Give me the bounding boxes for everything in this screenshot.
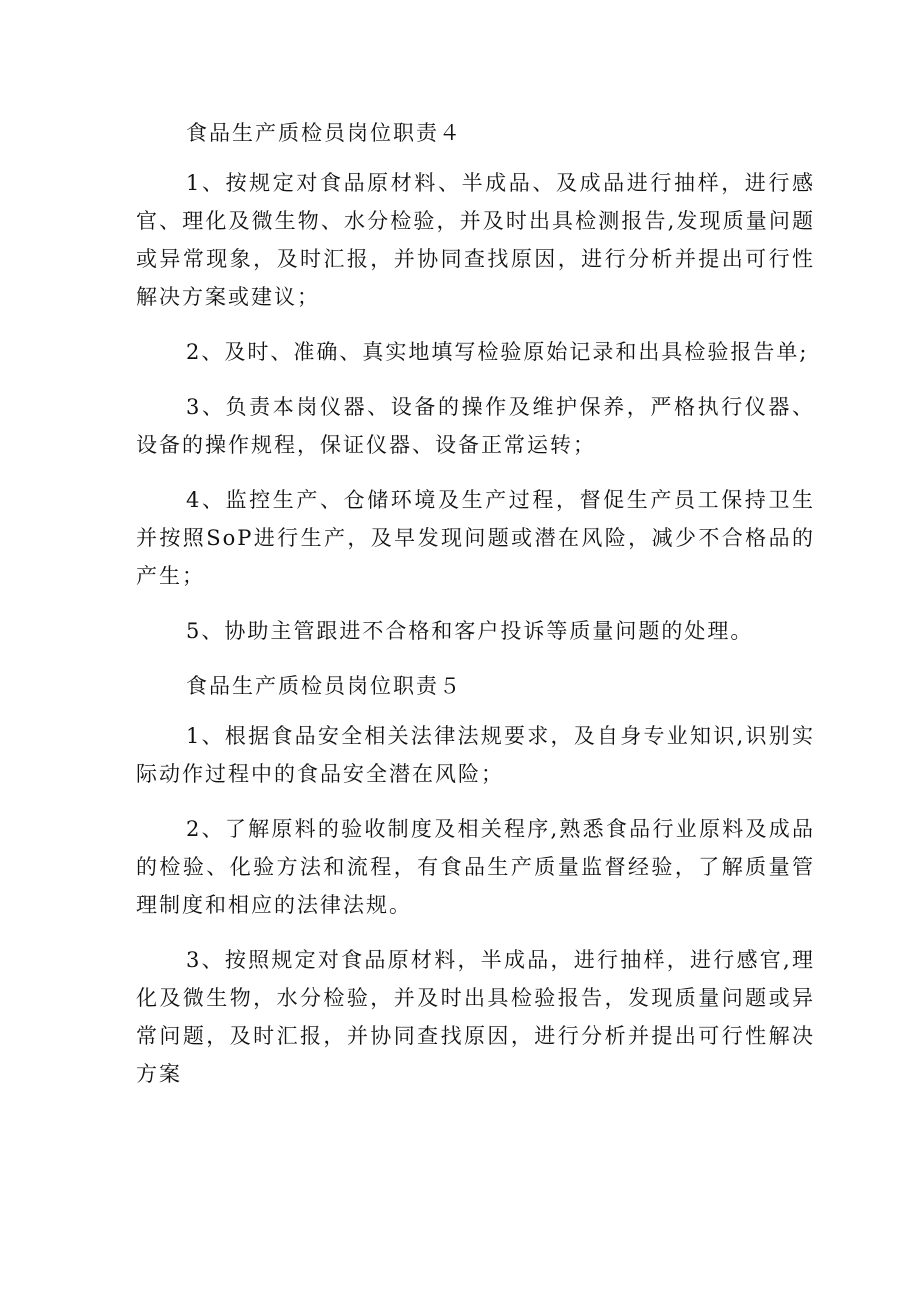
duty-item-4-3: 3、负责本岗仪器、设备的操作及维护保养，严格执行仪器、设备的操作规程，保证仪器、设备正常运转； (136, 395, 815, 457)
section-heading-duties-5: 食品生产质检员岗位职责５ (186, 674, 462, 698)
duty-item-4-1: 1、按规定对食品原材料、半成品、及成品进行抽样，进行感官、理化及微生物、水分检验，并及时出具检测报告,发现质量问题或异常现象，及时汇报，并协同查找原因，进行分析并提出可行性解决方案或建议； (136, 171, 815, 309)
duty-item-5-3: 3、按照规定对食品原材料，半成品，进行抽样，进行感官,理化及微生物，水分检验，并及时出具检验报告，发现质量问题或异常问题，及时汇报，并协同查找原因，进行分析并提出可行性解决方案 (136, 948, 815, 1086)
section-heading-duties-4: 食品生产质检员岗位职责４ (186, 121, 462, 145)
duty-item-4-2: 2、及时、准确、真实地填写检验原始记录和出具检验报告单; (186, 340, 809, 364)
duty-item-5-2: 2、了解原料的验收制度及相关程序,熟悉食品行业原料及成品的检验、化验方法和流程，有食品生产质量监督经验，了解质量管理制度和相应的法律法规。 (136, 817, 815, 917)
duty-item-4-4: 4、监控生产、仓储环境及生产过程，督促生产员工保持卫生并按照SoP进行生产，及早发现问题或潜在风险，减少不合格品的产生； (136, 488, 815, 588)
duty-item-4-5: 5、协助主管跟进不合格和客户投诉等质量问题的处理。 (186, 619, 754, 643)
duty-item-5-1: 1、根据食品安全相关法律法规要求，及自身专业知识,识别实际动作过程中的食品安全潜在风险； (136, 724, 815, 786)
